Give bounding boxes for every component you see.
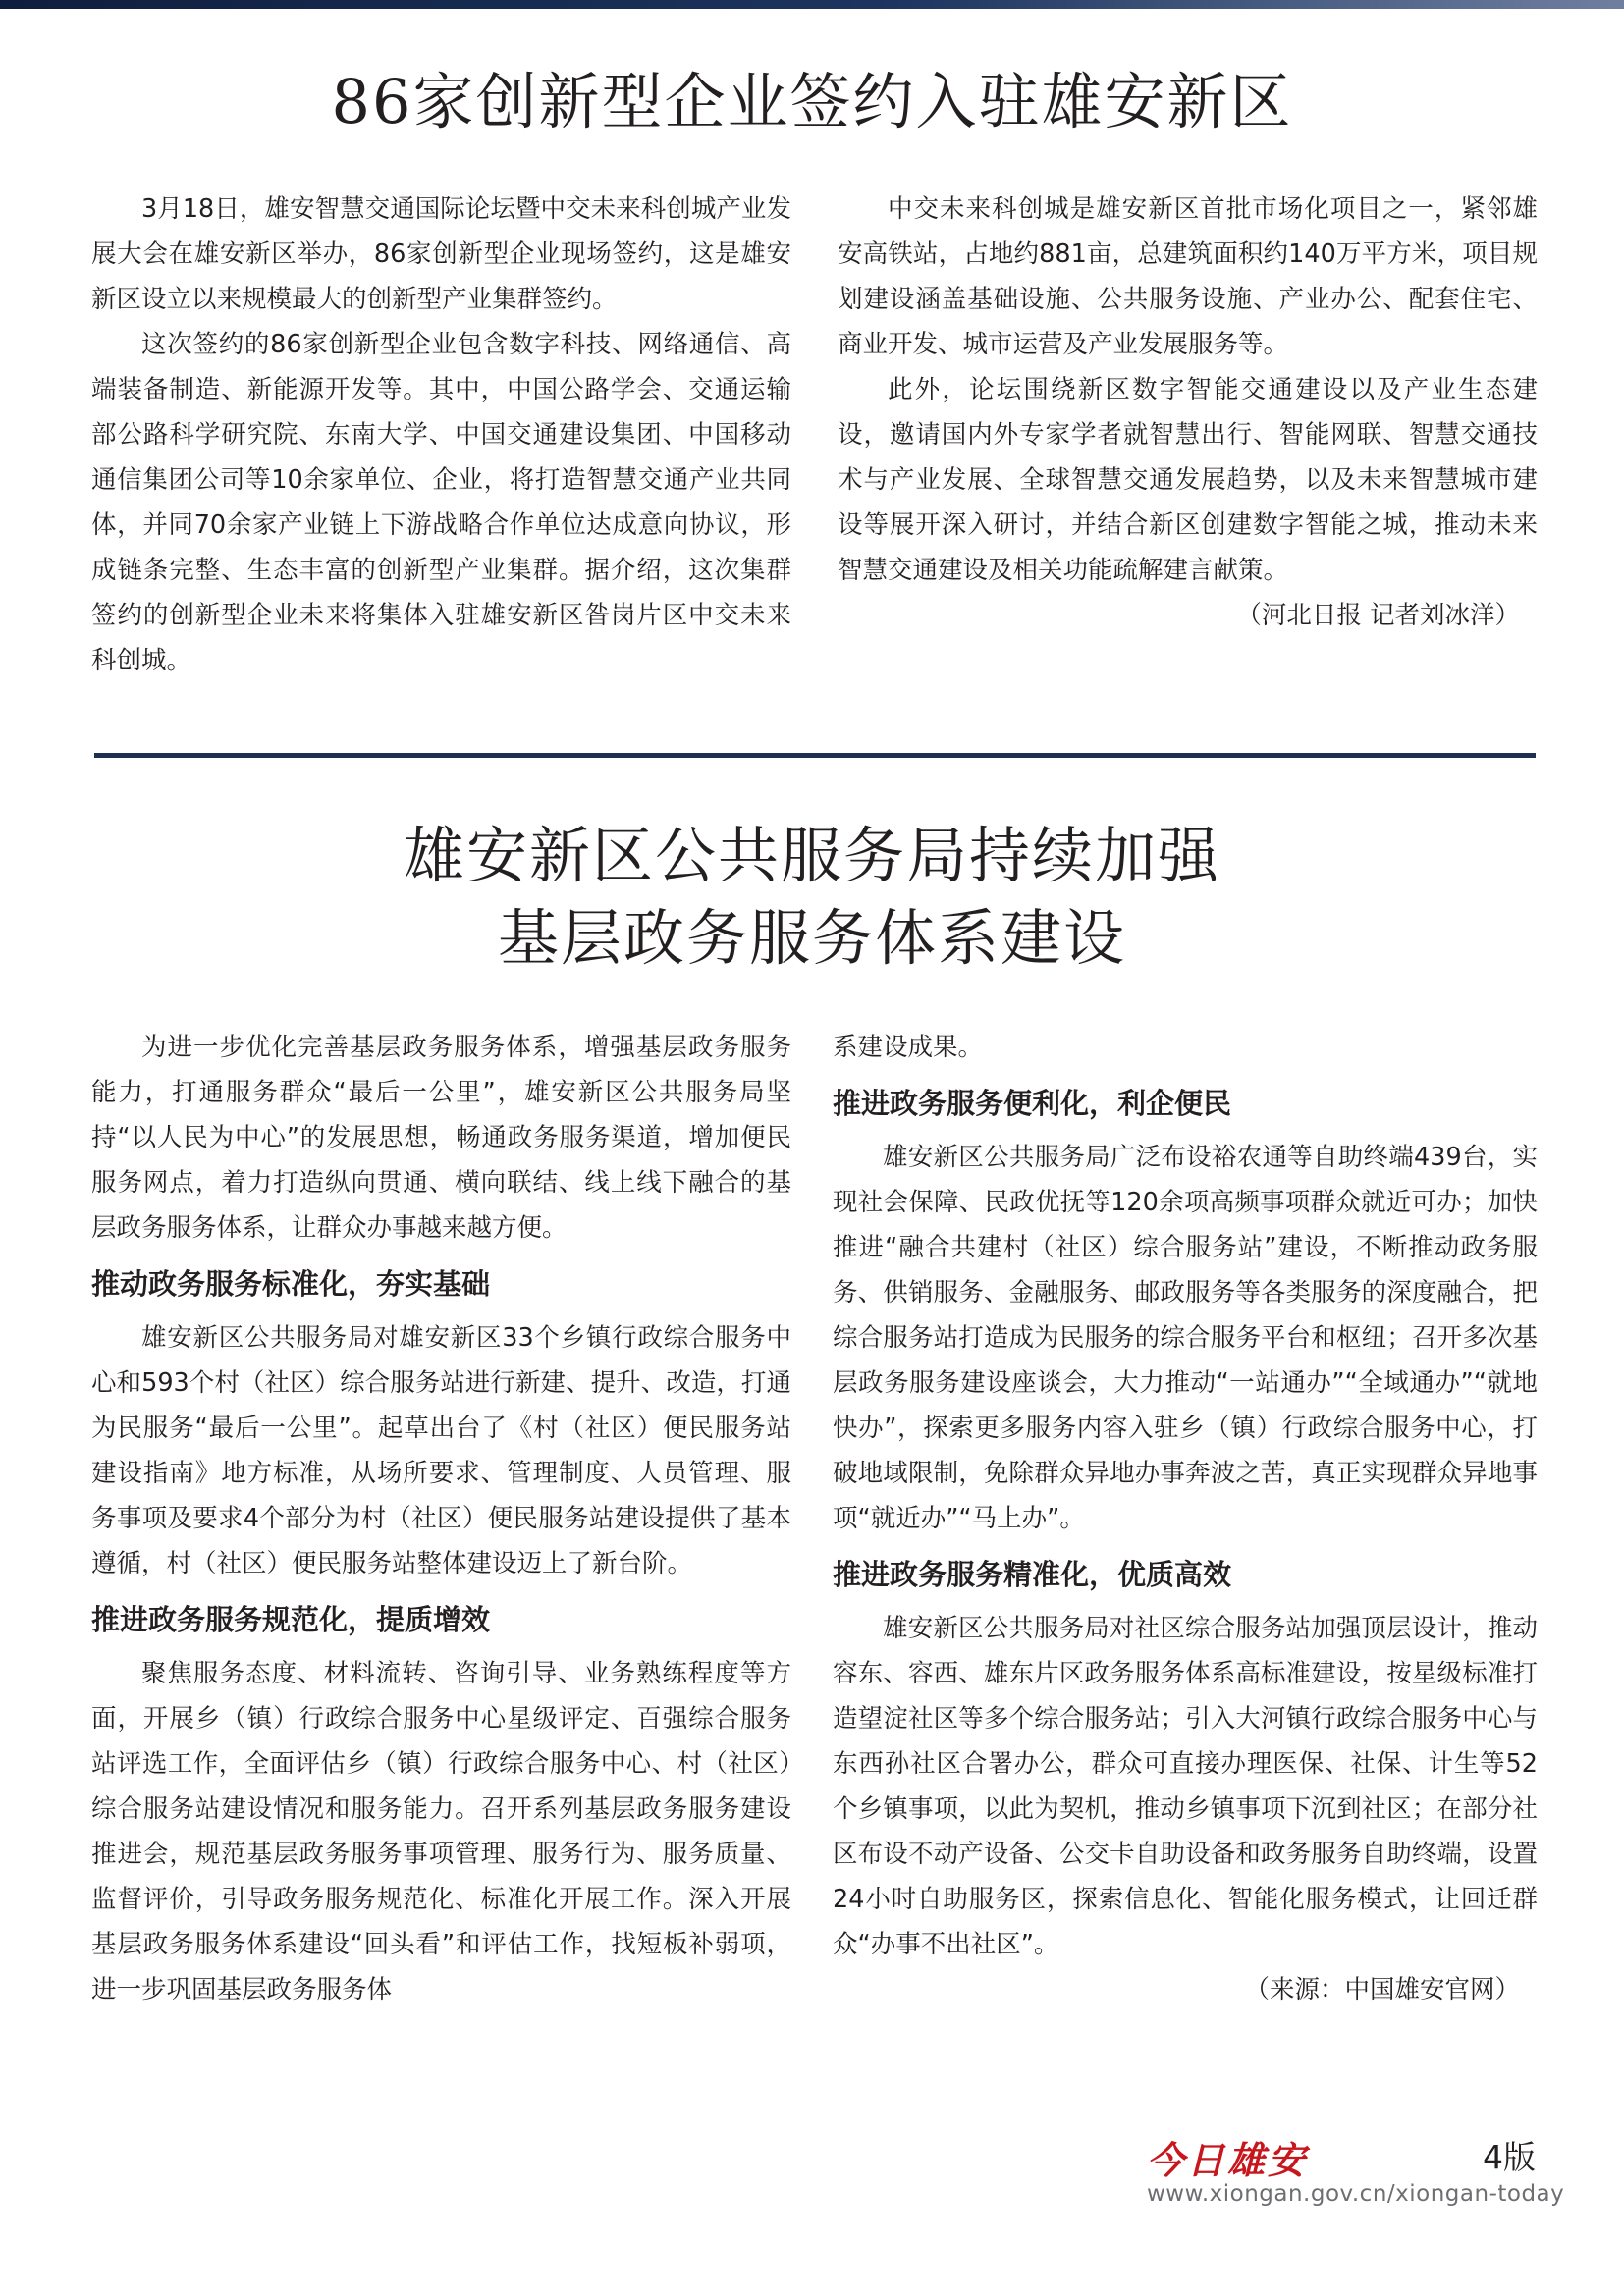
- article2-intro: 为进一步优化完善基层政务服务体系，增强基层政务服务能力，打通服务群众“最后一公里”，雄安新区公共服务局坚持“以人民为中心”的发展思想，畅通政务服务渠道，增加便民服务网点，着力打造纵向贯通、横向联结、线上线下融合的基层政务服务体系，让群众办事越来越方便。: [91, 1033, 791, 1243]
- section-divider: [94, 753, 1536, 758]
- brand-logo: 今日雄安: [1147, 2138, 1309, 2182]
- article2-paragraph: 雄安新区公共服务局对雄安新区33个乡镇行政综合服务中心和593个村（社区）综合服务站进行新建、提升、改造，打通为民服务“最后一公里”。起草出台了《村（社区）便民服务站建设指南》地方标准，从场所要求、管理制度、人员管理、服务事项及要求4个部分为村（社区）便民服务站建设提供了基本遵循，村（社区）便民服务站整体建设迈上了新台阶。: [91, 1323, 791, 1578]
- article1-left-column: [91, 187, 791, 683]
- article1-paragraph: 中交未来科创城是雄安新区首批市场化项目之一，紧邻雄安高铁站，占地约881亩，总建筑面积约140万平方米，项目规划建设涵盖基础设施、公共服务设施、产业办公、配套住宅、商业开发、城市运营及产业发展服务等。: [838, 194, 1538, 359]
- article2-left-column: [91, 1025, 791, 2012]
- section-heading: 推进政务服务精准化，优质高效: [833, 1558, 1232, 1591]
- section-heading: 推进政务服务便利化，利企便民: [833, 1087, 1232, 1120]
- article2-paragraph: 聚焦服务态度、材料流转、咨询引导、业务熟练程度等方面，开展乡（镇）行政综合服务中心星级评定、百强综合服务站评选工作，全面评估乡（镇）行政综合服务中心、村（社区）综合服务站建设情况和服务能力。召开系列基层政务服务建设推进会，规范基层政务服务事项管理、服务行为、服务质量、监督评价，引导政务服务规范化、标准化开展工作。深入开展基层政务服务体系建设“回头看”和评估工作，找短板补弱项，进一步巩固基层政务服务体: [91, 1659, 791, 2004]
- article2-source: （来源：中国雄安官网）: [1244, 1975, 1520, 2004]
- section-heading: 推进政务服务规范化，提质增效: [91, 1603, 491, 1636]
- article2-title-line1: 雄安新区公共服务局持续加强: [403, 820, 1220, 891]
- article1-paragraph: 此外，论坛围绕新区数字智能交通建设以及产业生态建设，邀请国内外专家学者就智慧出行、智能网联、智慧交通技术与产业发展、全球智慧交通发展趋势，以及未来智慧城市建设等展开深入研讨，并结合新区创建数字智能之城，推动未来智慧交通建设及相关功能疏解建言献策。: [838, 375, 1538, 585]
- footer-url: www.xiongan.gov.cn/xiongan-today: [1147, 2181, 1565, 2207]
- article2-paragraph: 雄安新区公共服务局广泛布设裕农通等自助终端439台，实现社会保障、民政优抚等120余项高频事项群众就近可办；加快推进“融合共建村（社区）综合服务站”建设，不断推动政务服务、供销服务、金融服务、邮政服务等各类服务的深度融合，把综合服务站打造成为民服务的综合服务平台和枢纽；召开多次基层政务服务建设座谈会，大力推动“一站通办”“全域通办”“就地快办”，探索更多服务内容入驻乡（镇）行政综合服务中心，打破地域限制，免除群众异地办事奔波之苦，真正实现群众异地事项“就近办”“马上办”。: [833, 1143, 1538, 1533]
- article2-paragraph-continued: 系建设成果。: [833, 1033, 984, 1062]
- top-color-bar: [0, 0, 1624, 9]
- article1-paragraph: 这次签约的86家创新型企业包含数字科技、网络通信、高端装备制造、新能源开发等。其中，中国公路学会、交通运输部公路科学研究院、东南大学、中国交通建设集团、中国移动通信集团公司等10余家单位、企业，将打造智慧交通产业共同体，并同70余家产业链上下游战略合作单位达成意向协议，形成链条完整、生态丰富的创新型产业集群。据介绍，这次集群签约的创新型企业未来将集体入驻雄安新区昝岗片区中交未来科创城。: [91, 330, 791, 675]
- article2-right-column: [833, 1025, 1538, 2012]
- section-heading: 推动政务服务标准化，夯实基础: [91, 1267, 491, 1301]
- article1-paragraph: 3月18日，雄安智慧交通国际论坛暨中交未来科创城产业发展大会在雄安新区举办，86家创新型企业现场签约，这是雄安新区设立以来规模最大的创新型产业集群签约。: [91, 194, 791, 314]
- article2-title-line2: 基层政务服务体系建设: [497, 902, 1126, 974]
- article2-paragraph: 雄安新区公共服务局对社区综合服务站加强顶层设计，推动容东、容西、雄东片区政务服务体系高标准建设，按星级标准打造望淀社区等多个综合服务站；引入大河镇行政综合服务中心与东西孙社区合署办公，群众可直接办理医保、社保、计生等52个乡镇事项，以此为契机，推动乡镇事项下沉到社区；在部分社区布设不动产设备、公交卡自助设备和政务服务自助终端，设置24小时自助服务区，探索信息化、智能化服务模式，让回迁群众“办事不出社区”。: [833, 1614, 1538, 1959]
- article1-title: 86家创新型企业签约入驻雄安新区: [331, 66, 1293, 137]
- article1-source: （河北日报 记者刘冰洋）: [1236, 601, 1520, 630]
- article1-right-column: [838, 187, 1538, 638]
- page-number: 4版: [1483, 2138, 1536, 2176]
